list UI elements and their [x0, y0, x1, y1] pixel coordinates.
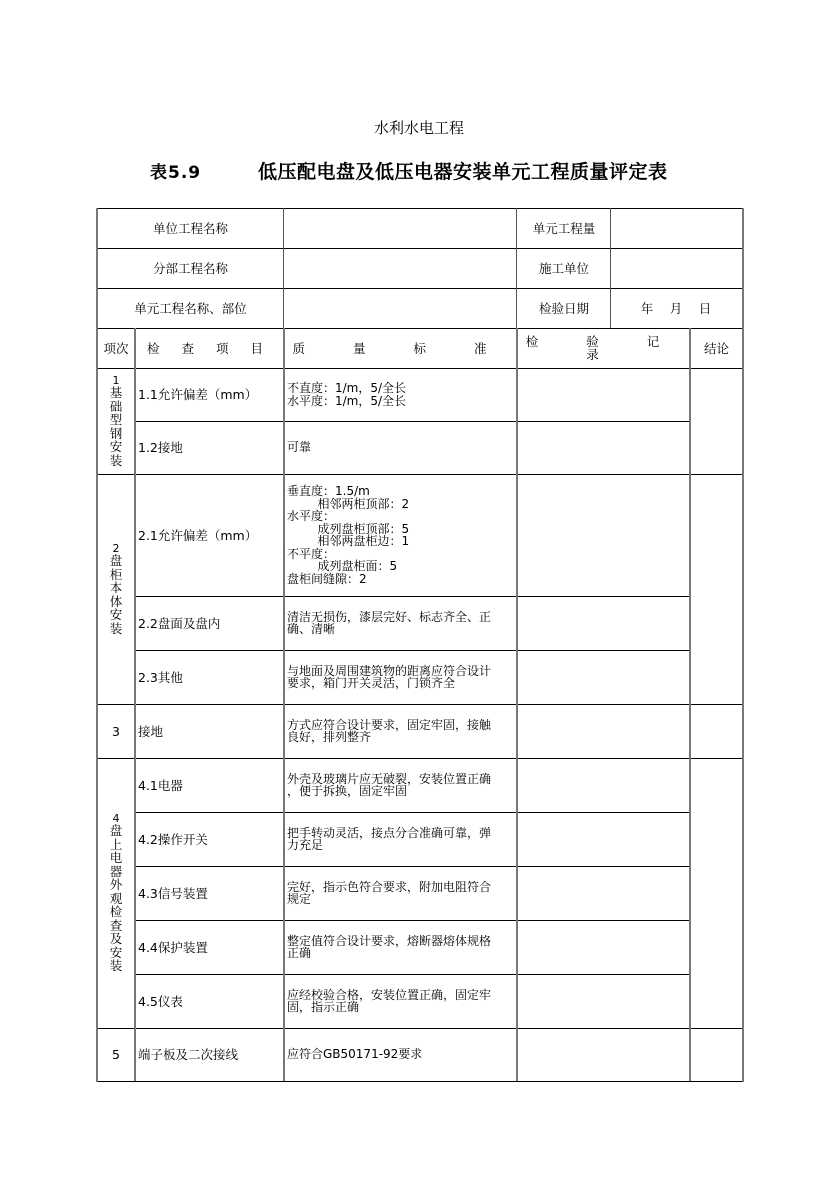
quality-standard: 外壳及玻璃片应无破裂，安装位置正确 ，便于拆换，固定牢固: [287, 771, 492, 798]
inspection-record-field[interactable]: [517, 866, 690, 920]
conclusion-field[interactable]: [690, 758, 743, 1028]
check-item: 接地: [138, 723, 164, 739]
check-item: 4.1电器: [138, 777, 183, 793]
quality-standard: 完好，指示色符合要求，附加电阻符合 规定: [287, 879, 492, 906]
check-item: 2.1允许偏差（mm）: [138, 527, 258, 543]
grid-line-v: [134, 328, 136, 1081]
check-item: 端子板及二次接线: [138, 1047, 239, 1062]
grid-line-v: [96, 208, 98, 1082]
group-name-char: 本: [109, 580, 123, 595]
group-name-char: 上: [109, 836, 123, 852]
grid-line-v: [516, 328, 518, 1081]
grid-line-h: [97, 758, 743, 759]
group-name-char: 及: [109, 931, 123, 947]
info-value-field[interactable]: [284, 288, 517, 328]
group-name-char: 盘: [109, 823, 123, 839]
quality-standard: 把手转动灵活，接点分合准确可靠，弹 力充足: [287, 825, 492, 852]
check-item: 4.4保护装置: [138, 939, 208, 955]
column-header-quality-standard: 质 量 标 准: [292, 340, 509, 356]
grid-line-h: [135, 421, 690, 422]
grid-line-h: [135, 866, 690, 867]
group-name-char: 装: [109, 452, 123, 468]
conclusion-field[interactable]: [690, 474, 743, 704]
quality-standard: 垂直度：1.5/m 相邻两柜顶部：2 水平度： 成列盘柜顶部：5 相邻两盘柜边：1 不平度： 成列盘柜面：5 盘柜间缝隙：2: [287, 484, 410, 586]
check-item: 4.2操作开关: [138, 831, 208, 847]
group-number: 5: [112, 1047, 120, 1062]
grid-line-h: [135, 920, 690, 921]
group-name-char: 安: [109, 439, 123, 454]
group-name-char: 检: [109, 904, 123, 920]
grid-line-v: [742, 208, 744, 1082]
conclusion-field[interactable]: [690, 704, 743, 758]
grid-line-h: [135, 974, 690, 975]
group-number: 4: [112, 812, 120, 826]
column-header-check-item: 检 查 项 目: [147, 340, 272, 356]
group-name-char: 础: [109, 398, 123, 414]
check-item: 1.2接地: [138, 440, 183, 455]
inspection-record-field[interactable]: [517, 758, 690, 812]
group-name-char: 器: [109, 863, 123, 879]
info-label: 单位工程名称: [152, 220, 228, 236]
grid-line-h: [135, 650, 690, 651]
grid-line-v: [689, 328, 691, 1081]
inspection-record-field[interactable]: [517, 1028, 690, 1081]
group-number: 3: [112, 723, 120, 739]
inspection-record-field[interactable]: [517, 704, 690, 758]
inspection-record-field[interactable]: [517, 474, 690, 596]
group-name-char: 装: [109, 958, 123, 974]
check-item: 4.5仪表: [138, 993, 183, 1009]
info-right-value-field[interactable]: 年 月 日: [640, 300, 714, 316]
group-label: [97, 758, 135, 1028]
quality-standard: 清洁无损伤，漆层完好、标志齐全、正 确、清晰: [287, 609, 492, 636]
quality-standard: 应符合GB50171-92要求: [287, 1047, 423, 1062]
group-label: [97, 474, 135, 704]
conclusion-field[interactable]: [690, 1028, 743, 1081]
inspection-record-field[interactable]: [517, 596, 690, 650]
group-name-char: 装: [109, 620, 123, 636]
info-right-label: 单元工程量: [532, 220, 596, 236]
group-name-char: 柜: [109, 566, 123, 582]
group-name-char: 安: [109, 607, 123, 622]
grid-line-h: [97, 248, 743, 249]
group-name-char: 体: [109, 593, 123, 609]
quality-standard: 方式应符合设计要求，固定牢固，接触 良好，排列整齐: [287, 717, 492, 744]
column-header-conclusion: 结论: [703, 340, 729, 356]
group-name-char: 基: [109, 385, 123, 400]
grid-line-v: [516, 208, 517, 328]
conclusion-field[interactable]: [690, 368, 743, 474]
grid-line-h: [97, 704, 743, 705]
grid-line-v: [610, 208, 611, 328]
inspection-record-field[interactable]: [517, 974, 690, 1028]
quality-standard: 与地面及周围建筑物的距离应符合设计 要求，箱门开关灵活，门锁齐全: [287, 663, 492, 690]
inspection-record-field[interactable]: [517, 421, 690, 474]
document-title: 低压配电盘及低压电器安装单元工程质量评定表: [258, 161, 668, 183]
info-value-field[interactable]: [284, 248, 517, 288]
quality-standard: 不直度：1/m，5/全长 水平度：1/m，5/全长: [287, 381, 407, 408]
table-number: 表5.9: [150, 163, 202, 183]
grid-line-h: [97, 1081, 743, 1082]
group-name-char: 盘: [109, 553, 123, 568]
column-header-inspection-record: 检 验 记 录: [525, 334, 682, 362]
grid-line-h: [97, 328, 743, 329]
group-name-char: 查: [109, 917, 123, 933]
grid-line-h: [97, 208, 743, 209]
grid-line-v: [283, 328, 285, 1081]
group-name-char: 型: [109, 412, 123, 427]
inspection-record-field[interactable]: [517, 812, 690, 866]
grid-line-h: [97, 288, 743, 289]
check-item: 1.1允许偏差（mm）: [138, 387, 258, 402]
inspection-record-field[interactable]: [517, 368, 690, 421]
check-item: 2.2盘面及盘内: [138, 615, 221, 631]
group-name-char: 观: [109, 890, 123, 906]
grid-line-v: [283, 208, 284, 328]
info-label: 单元工程名称、部位: [134, 300, 247, 316]
inspection-record-field[interactable]: [517, 920, 690, 974]
info-label: 分部工程名称: [152, 260, 228, 276]
grid-line-h: [97, 474, 743, 475]
grid-line-h: [97, 1028, 743, 1029]
group-name-char: 外: [109, 877, 123, 893]
group-name-char: 安: [109, 944, 123, 960]
document-subtitle: 水利水电工程: [373, 119, 464, 137]
info-right-value-field[interactable]: [611, 248, 743, 288]
grid-line-h: [97, 368, 743, 369]
quality-standard: 应经校验合格，安装位置正确，固定牢 固，指示正确: [287, 987, 492, 1014]
group-number: 2: [112, 542, 120, 555]
info-right-label: 检验日期: [538, 300, 589, 316]
column-header-item-no: 项次: [103, 340, 129, 356]
group-name-char: 钢: [109, 425, 123, 441]
group-label: [97, 368, 135, 474]
info-right-label: 施工单位: [538, 260, 589, 276]
quality-standard: 可靠: [287, 440, 312, 455]
grid-line-h: [135, 596, 690, 597]
inspection-record-field[interactable]: [517, 650, 690, 704]
group-name-char: 电: [109, 850, 123, 866]
check-item: 4.3信号装置: [138, 885, 208, 901]
info-value-field[interactable]: [284, 208, 517, 248]
quality-standard: 整定值符合设计要求，熔断器熔体规格 正确: [287, 933, 492, 960]
check-item: 2.3其他: [138, 669, 183, 685]
info-right-value-field[interactable]: [611, 208, 743, 248]
group-number: 1: [112, 374, 120, 387]
grid-line-h: [135, 812, 690, 813]
